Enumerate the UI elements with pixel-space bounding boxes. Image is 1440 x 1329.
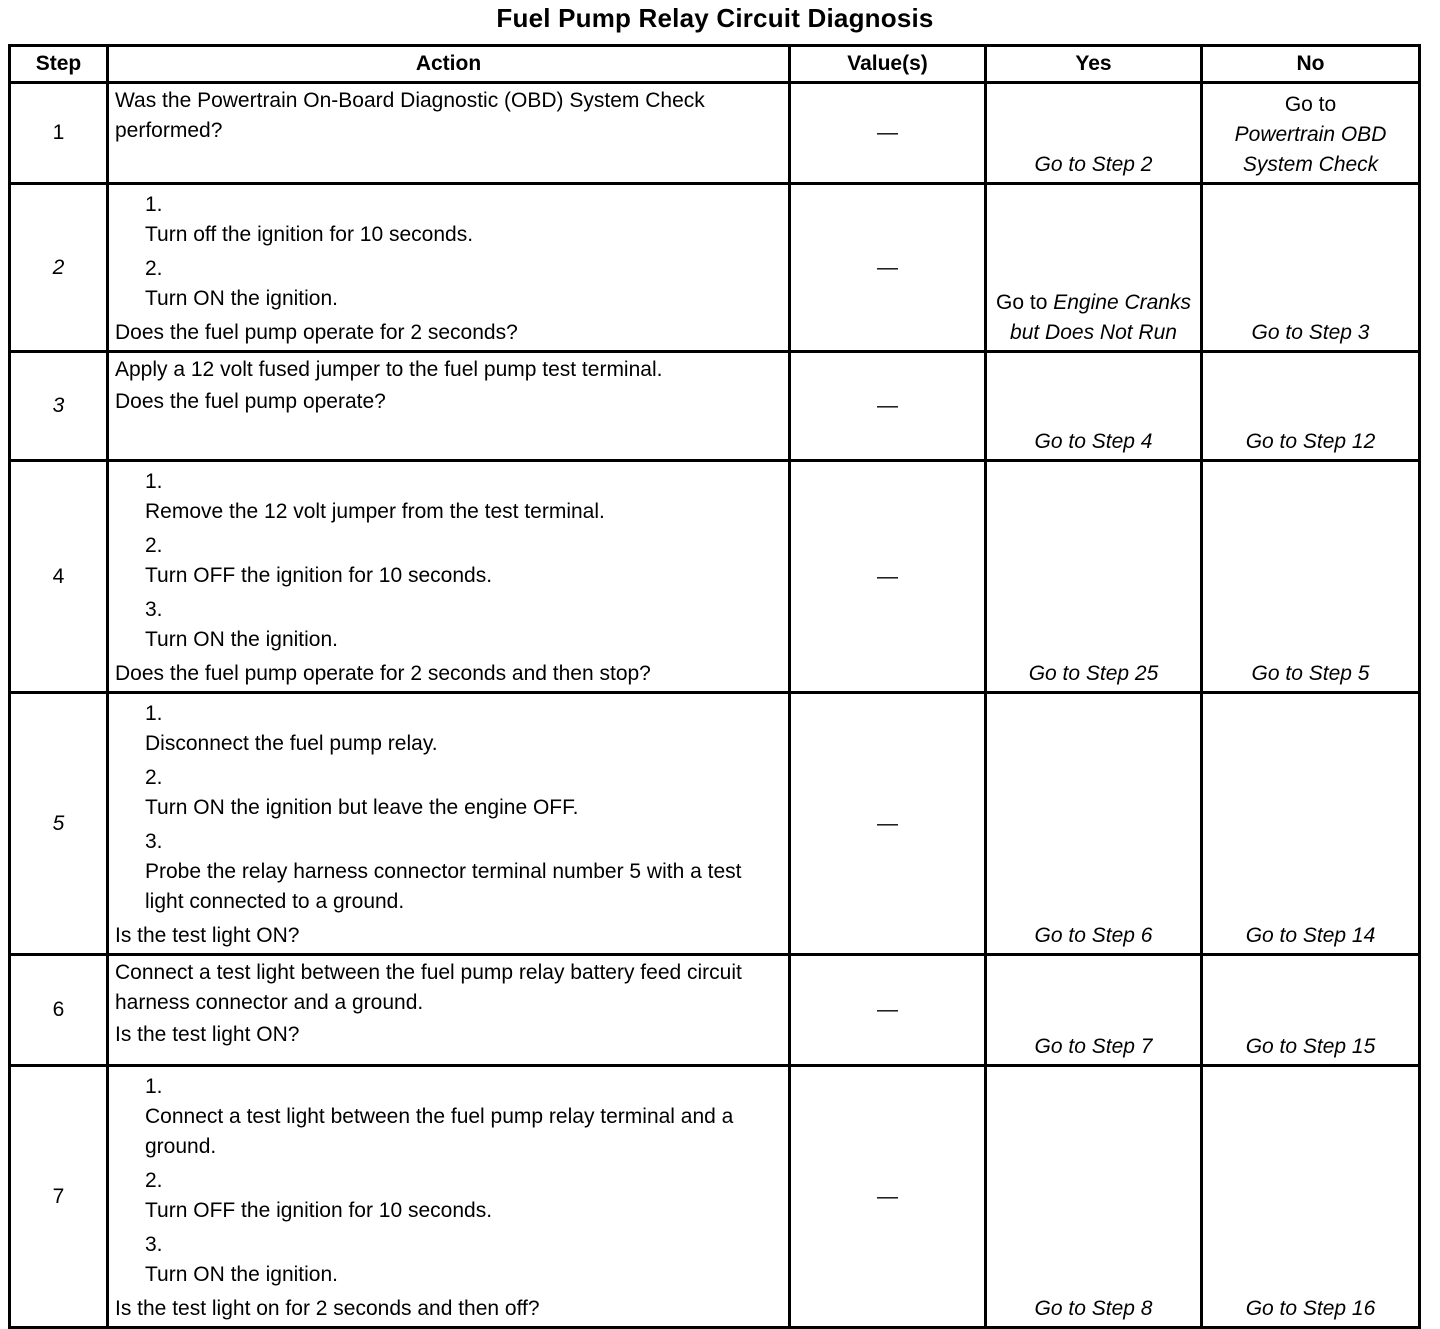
table-header-row [10,46,1420,83]
value-cell: — [790,352,986,461]
header-action: Action [108,46,790,83]
yes-cell: Go to Step 2 [986,83,1202,184]
action-question: Does the fuel pump operate? [115,390,386,413]
action-text: Connect a test light between the fuel pump relay battery feed circuit harness connector and a ground. [115,961,742,1014]
action-text: Was the Powertrain On-Board Diagnostic (OBD) System Check performed? [115,89,705,142]
step-number: 7 [10,1066,108,1328]
table-row-step-5 [10,693,1420,955]
value-cell: — [790,461,986,693]
step-number: 5 [10,693,108,955]
yes-cell [986,184,1202,352]
step-number: 1 [10,83,108,184]
action-question: Is the test light ON? [115,924,300,947]
no-cell: Go to Step 12 [1202,352,1420,461]
no-cell: Go to Step 16 [1202,1066,1420,1328]
header-no: No [1202,46,1420,83]
substep: 1.Remove the 12 volt jumper from the test terminal. [145,470,605,523]
action-question: Is the test light ON? [115,1023,300,1046]
no-cell: Go to Step 14 [1202,693,1420,955]
yes-prefix: Go to [996,291,1048,314]
substep: 2.Turn OFF the ignition for 10 seconds. [145,1169,493,1222]
action-question: Is the test light on for 2 seconds and then off? [115,1297,540,1320]
substep: 2.Turn OFF the ignition for 10 seconds. [145,534,493,587]
table-row-step-1 [10,83,1420,184]
header-step: Step [10,46,108,83]
action-cell [108,83,790,184]
table-row-step-3 [10,352,1420,461]
no-cell: Go to Step 5 [1202,461,1420,693]
substep: 1.Disconnect the fuel pump relay. [145,702,438,755]
action-cell [108,693,790,955]
action-cell [108,461,790,693]
page-title: Fuel Pump Relay Circuit Diagnosis [496,3,934,33]
yes-cell: Go to Step 4 [986,352,1202,461]
value-cell: — [790,955,986,1066]
header-values: Value(s) [790,46,986,83]
table-row-step-6 [10,955,1420,1066]
value-cell: — [790,693,986,955]
action-cell [108,184,790,352]
no-prefix: Go to [1284,93,1337,116]
substep: 1.Turn off the ignition for 10 seconds. [145,193,474,246]
no-cell: Go to Step 15 [1202,955,1420,1066]
no-cell [1202,83,1420,184]
step-number: 2 [10,184,108,352]
no-cell: Go to Step 3 [1202,184,1420,352]
yes-cell: Go to Step 25 [986,461,1202,693]
yes-cell: Go to Step 6 [986,693,1202,955]
no-link: Powertrain OBD System Check [1234,123,1387,176]
substep: 2.Turn ON the ignition but leave the engine OFF. [145,766,579,819]
step-number: 3 [10,352,108,461]
action-text: Apply a 12 volt fused jumper to the fuel pump test terminal. [115,358,663,381]
action-question: Does the fuel pump operate for 2 seconds? [115,321,518,344]
diagnosis-table [8,44,1421,1329]
action-cell [108,352,790,461]
substep: 3.Turn ON the ignition. [145,598,338,651]
substep: 1.Connect a test light between the fuel pump relay terminal and a ground. [145,1075,734,1158]
yes-cell: Go to Step 8 [986,1066,1202,1328]
action-cell [108,1066,790,1328]
table-row-step-7 [10,1066,1420,1328]
step-number: 4 [10,461,108,693]
value-cell: — [790,184,986,352]
action-question: Does the fuel pump operate for 2 seconds and then stop? [115,662,651,685]
action-cell [108,955,790,1066]
value-cell: — [790,1066,986,1328]
table-row-step-4 [10,461,1420,693]
step-number: 6 [10,955,108,1066]
header-yes: Yes [986,46,1202,83]
yes-cell: Go to Step 7 [986,955,1202,1066]
value-cell: — [790,83,986,184]
substep: 3.Probe the relay harness connector terminal number 5 with a test light connected to a ground. [145,830,742,913]
substep: 2.Turn ON the ignition. [145,257,338,310]
substep: 3.Turn ON the ignition. [145,1233,338,1286]
yes-link: Engine Cranks but Does Not Run [1010,291,1191,344]
table-row-step-2 [10,184,1420,352]
